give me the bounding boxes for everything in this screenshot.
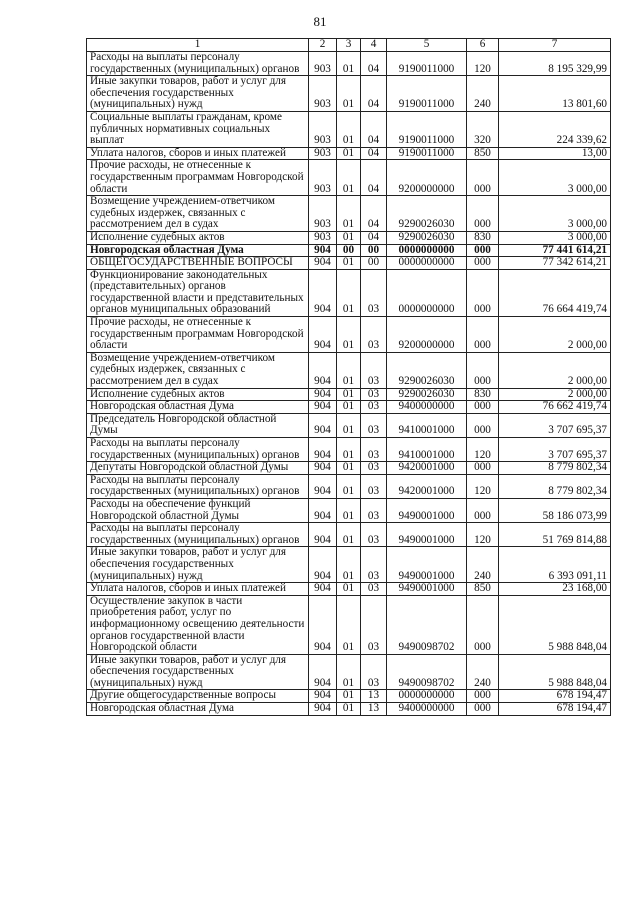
row-sum: 8 779 802,34 <box>499 474 611 498</box>
row-vr: 320 <box>467 111 499 147</box>
row-csr: 9290026030 <box>387 388 467 401</box>
row-rz: 01 <box>337 269 361 316</box>
row-csr: 9490001000 <box>387 547 467 583</box>
row-rz: 01 <box>337 523 361 547</box>
row-vr: 000 <box>467 269 499 316</box>
row-pr: 13 <box>361 703 387 716</box>
row-rz: 01 <box>337 498 361 522</box>
row-gr: 904 <box>309 462 337 475</box>
row-rz: 01 <box>337 474 361 498</box>
row-pr: 03 <box>361 388 387 401</box>
row-csr: 9190011000 <box>387 76 467 112</box>
row-rz: 01 <box>337 438 361 462</box>
table-row <box>87 703 611 716</box>
row-gr: 903 <box>309 231 337 244</box>
row-gr: 903 <box>309 196 337 232</box>
row-pr: 00 <box>361 244 387 257</box>
row-sum: 13 801,60 <box>499 76 611 112</box>
row-vr: 240 <box>467 76 499 112</box>
row-rz: 01 <box>337 76 361 112</box>
row-pr: 04 <box>361 196 387 232</box>
row-csr: 0000000000 <box>387 690 467 703</box>
row-vr: 830 <box>467 388 499 401</box>
row-sum: 2 000,00 <box>499 317 611 353</box>
row-csr: 0000000000 <box>387 257 467 270</box>
table-row <box>87 196 611 232</box>
row-sum: 8 195 329,99 <box>499 52 611 76</box>
row-gr: 904 <box>309 269 337 316</box>
row-vr: 120 <box>467 438 499 462</box>
row-name: Иные закупки товаров, работ и услуг для обеспечения государственных (муниципальных) нужд <box>87 654 309 690</box>
col-header-4: 4 <box>361 39 387 52</box>
row-name: Другие общегосударственные вопросы <box>87 690 309 703</box>
row-csr: 9190011000 <box>387 111 467 147</box>
col-header-1: 1 <box>87 39 309 52</box>
row-sum: 3 707 695,37 <box>499 438 611 462</box>
row-vr: 850 <box>467 583 499 596</box>
row-rz: 01 <box>337 547 361 583</box>
row-pr: 03 <box>361 654 387 690</box>
row-sum: 76 664 419,74 <box>499 269 611 316</box>
row-pr: 03 <box>361 523 387 547</box>
row-gr: 904 <box>309 498 337 522</box>
row-gr: 904 <box>309 474 337 498</box>
row-sum: 51 769 814,88 <box>499 523 611 547</box>
row-csr: 9410001000 <box>387 413 467 437</box>
table-row <box>87 583 611 596</box>
row-name: Иные закупки товаров, работ и услуг для обеспечения государственных (муниципальных) нужд <box>87 547 309 583</box>
row-sum: 3 000,00 <box>499 160 611 196</box>
row-sum: 2 000,00 <box>499 352 611 388</box>
row-vr: 000 <box>467 317 499 353</box>
table-row <box>87 76 611 112</box>
row-gr: 903 <box>309 111 337 147</box>
row-gr: 904 <box>309 583 337 596</box>
row-vr: 120 <box>467 474 499 498</box>
row-vr: 000 <box>467 690 499 703</box>
row-pr: 03 <box>361 498 387 522</box>
row-gr: 904 <box>309 257 337 270</box>
row-name: Уплата налогов, сборов и иных платежей <box>87 583 309 596</box>
row-name: ОБЩЕГОСУДАРСТВЕННЫЕ ВОПРОСЫ <box>87 257 309 270</box>
row-rz: 01 <box>337 654 361 690</box>
row-name: Уплата налогов, сборов и иных платежей <box>87 147 309 160</box>
table-row <box>87 388 611 401</box>
row-pr: 13 <box>361 690 387 703</box>
row-rz: 01 <box>337 703 361 716</box>
col-header-5: 5 <box>387 39 467 52</box>
row-vr: 850 <box>467 147 499 160</box>
row-rz: 01 <box>337 401 361 414</box>
row-pr: 04 <box>361 160 387 196</box>
row-name: Иные закупки товаров, работ и услуг для обеспечения государственных (муниципальных) нужд <box>87 76 309 112</box>
row-vr: 000 <box>467 498 499 522</box>
row-name: Новгородская областная Дума <box>87 703 309 716</box>
row-pr: 03 <box>361 401 387 414</box>
row-sum: 13,00 <box>499 147 611 160</box>
row-pr: 03 <box>361 595 387 654</box>
row-gr: 903 <box>309 52 337 76</box>
row-pr: 04 <box>361 76 387 112</box>
row-sum: 3 000,00 <box>499 231 611 244</box>
row-vr: 240 <box>467 547 499 583</box>
row-name: Новгородская областная Дума <box>87 244 309 257</box>
row-name: Расходы на выплаты персоналу государственных (муниципальных) органов <box>87 474 309 498</box>
row-rz: 01 <box>337 111 361 147</box>
table-row <box>87 160 611 196</box>
row-gr: 904 <box>309 401 337 414</box>
table-row <box>87 244 611 257</box>
row-gr: 904 <box>309 244 337 257</box>
row-name: Прочие расходы, не отнесенные к государственным программам Новгородской области <box>87 317 309 353</box>
table-row <box>87 438 611 462</box>
row-csr: 9200000000 <box>387 317 467 353</box>
row-name: Осуществление закупок в части приобретения работ, услуг по информационному освещению деятельности органов государственной власти Новгородской области <box>87 595 309 654</box>
row-csr: 9290026030 <box>387 231 467 244</box>
row-pr: 03 <box>361 352 387 388</box>
page-number: 81 <box>313 14 327 29</box>
table-row <box>87 147 611 160</box>
row-csr: 9490001000 <box>387 498 467 522</box>
row-vr: 120 <box>467 52 499 76</box>
row-sum: 77 342 614,21 <box>499 257 611 270</box>
row-gr: 904 <box>309 438 337 462</box>
row-pr: 03 <box>361 547 387 583</box>
row-sum: 76 662 419,74 <box>499 401 611 414</box>
row-sum: 8 779 802,34 <box>499 462 611 475</box>
row-pr: 03 <box>361 317 387 353</box>
row-rz: 01 <box>337 583 361 596</box>
table-row <box>87 413 611 437</box>
row-csr: 0000000000 <box>387 244 467 257</box>
row-sum: 3 707 695,37 <box>499 413 611 437</box>
row-name: Новгородская областная Дума <box>87 401 309 414</box>
row-sum: 3 000,00 <box>499 196 611 232</box>
row-csr: 0000000000 <box>387 269 467 316</box>
row-pr: 04 <box>361 111 387 147</box>
row-csr: 9190011000 <box>387 147 467 160</box>
row-sum: 77 441 614,21 <box>499 244 611 257</box>
row-pr: 00 <box>361 257 387 270</box>
row-rz: 01 <box>337 147 361 160</box>
row-name: Функционирование законодательных (представительных) органов государственной власти и представительных органов муниципальных образований <box>87 269 309 316</box>
row-vr: 000 <box>467 401 499 414</box>
table-row <box>87 654 611 690</box>
row-name: Расходы на обеспечение функций Новгородской областной Думы <box>87 498 309 522</box>
row-vr: 000 <box>467 196 499 232</box>
row-name: Социальные выплаты гражданам, кроме публичных нормативных социальных выплат <box>87 111 309 147</box>
row-gr: 904 <box>309 703 337 716</box>
row-name: Прочие расходы, не отнесенные к государственным программам Новгородской области <box>87 160 309 196</box>
row-csr: 9190011000 <box>387 52 467 76</box>
row-gr: 904 <box>309 523 337 547</box>
row-sum: 678 194,47 <box>499 703 611 716</box>
row-gr: 904 <box>309 413 337 437</box>
table-row <box>87 257 611 270</box>
row-gr: 903 <box>309 160 337 196</box>
row-name: Возмещение учреждением-ответчиком судебных издержек, связанных с рассмотрением дел в судах <box>87 196 309 232</box>
row-name: Расходы на выплаты персоналу государственных (муниципальных) органов <box>87 52 309 76</box>
row-csr: 9290026030 <box>387 196 467 232</box>
row-sum: 58 186 073,99 <box>499 498 611 522</box>
table-row <box>87 474 611 498</box>
row-vr: 000 <box>467 703 499 716</box>
row-vr: 000 <box>467 352 499 388</box>
table-row <box>87 401 611 414</box>
row-csr: 9410001000 <box>387 438 467 462</box>
row-gr: 904 <box>309 317 337 353</box>
table-row <box>87 547 611 583</box>
col-header-3: 3 <box>337 39 361 52</box>
row-gr: 904 <box>309 690 337 703</box>
row-vr: 830 <box>467 231 499 244</box>
col-header-7: 7 <box>499 39 611 52</box>
table-row <box>87 52 611 76</box>
row-name: Депутаты Новгородской областной Думы <box>87 462 309 475</box>
row-name: Председатель Новгородской областной Думы <box>87 413 309 437</box>
row-rz: 01 <box>337 160 361 196</box>
row-gr: 904 <box>309 352 337 388</box>
row-name: Исполнение судебных актов <box>87 388 309 401</box>
row-name: Возмещение учреждением-ответчиком судебных издержек, связанных с рассмотрением дел в судах <box>87 352 309 388</box>
row-rz: 01 <box>337 52 361 76</box>
row-csr: 9420001000 <box>387 474 467 498</box>
row-sum: 2 000,00 <box>499 388 611 401</box>
row-csr: 9420001000 <box>387 462 467 475</box>
row-csr: 9200000000 <box>387 160 467 196</box>
row-rz: 01 <box>337 690 361 703</box>
budget-table <box>86 38 611 716</box>
row-rz: 01 <box>337 257 361 270</box>
row-sum: 5 988 848,04 <box>499 595 611 654</box>
row-csr: 9490001000 <box>387 583 467 596</box>
row-gr: 904 <box>309 654 337 690</box>
row-vr: 000 <box>467 257 499 270</box>
row-pr: 03 <box>361 269 387 316</box>
table-row <box>87 523 611 547</box>
table-row <box>87 317 611 353</box>
row-name: Расходы на выплаты персоналу государственных (муниципальных) органов <box>87 438 309 462</box>
row-gr: 904 <box>309 547 337 583</box>
row-vr: 000 <box>467 413 499 437</box>
row-csr: 9400000000 <box>387 401 467 414</box>
row-vr: 120 <box>467 523 499 547</box>
row-pr: 03 <box>361 413 387 437</box>
row-rz: 01 <box>337 413 361 437</box>
row-vr: 000 <box>467 595 499 654</box>
row-rz: 01 <box>337 317 361 353</box>
table-row <box>87 269 611 316</box>
header-row <box>87 39 611 52</box>
row-pr: 03 <box>361 583 387 596</box>
row-sum: 224 339,62 <box>499 111 611 147</box>
row-sum: 6 393 091,11 <box>499 547 611 583</box>
table-row <box>87 498 611 522</box>
table-row <box>87 690 611 703</box>
row-sum: 678 194,47 <box>499 690 611 703</box>
table-row <box>87 111 611 147</box>
row-rz: 01 <box>337 462 361 475</box>
row-rz: 01 <box>337 388 361 401</box>
row-csr: 9490001000 <box>387 523 467 547</box>
table-row <box>87 231 611 244</box>
row-vr: 000 <box>467 462 499 475</box>
row-rz: 00 <box>337 244 361 257</box>
row-rz: 01 <box>337 352 361 388</box>
row-pr: 04 <box>361 147 387 160</box>
row-pr: 03 <box>361 438 387 462</box>
row-csr: 9490098702 <box>387 595 467 654</box>
row-pr: 04 <box>361 52 387 76</box>
row-gr: 904 <box>309 595 337 654</box>
row-rz: 01 <box>337 231 361 244</box>
row-gr: 903 <box>309 76 337 112</box>
row-sum: 5 988 848,04 <box>499 654 611 690</box>
row-gr: 903 <box>309 147 337 160</box>
row-rz: 01 <box>337 196 361 232</box>
table-row <box>87 352 611 388</box>
row-sum: 23 168,00 <box>499 583 611 596</box>
row-pr: 03 <box>361 474 387 498</box>
row-name: Расходы на выплаты персоналу государственных (муниципальных) органов <box>87 523 309 547</box>
row-name: Исполнение судебных актов <box>87 231 309 244</box>
row-rz: 01 <box>337 595 361 654</box>
row-vr: 000 <box>467 244 499 257</box>
col-header-6: 6 <box>467 39 499 52</box>
row-vr: 240 <box>467 654 499 690</box>
row-csr: 9290026030 <box>387 352 467 388</box>
row-csr: 9490098702 <box>387 654 467 690</box>
col-header-2: 2 <box>309 39 337 52</box>
row-gr: 904 <box>309 388 337 401</box>
row-pr: 03 <box>361 462 387 475</box>
row-vr: 000 <box>467 160 499 196</box>
row-csr: 9400000000 <box>387 703 467 716</box>
row-pr: 04 <box>361 231 387 244</box>
table-row <box>87 462 611 475</box>
table-row <box>87 595 611 654</box>
